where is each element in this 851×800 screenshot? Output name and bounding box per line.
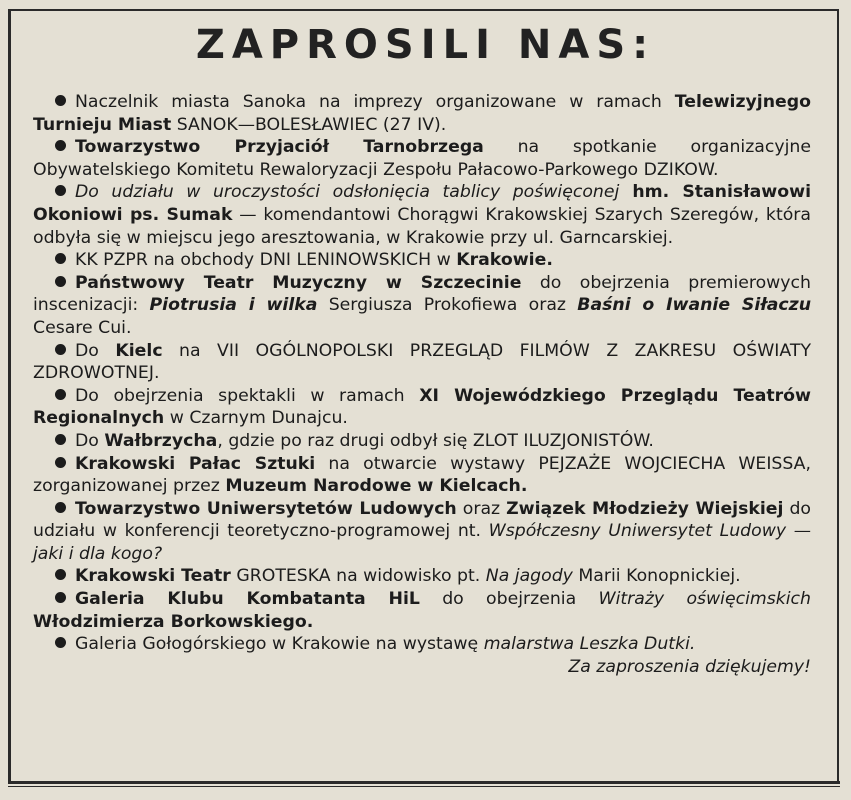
bottom-rule (8, 781, 840, 784)
text-segment: Marii Konopnickiej. (572, 566, 741, 587)
text-segment: Cesare Cui. (33, 317, 132, 338)
bullet-icon (55, 185, 66, 196)
text-segment: na otwarcie wystawy PEJZAŻE WOJCIECHA WEISSA, zorganizowanej przez (33, 453, 812, 497)
bullet-icon (55, 140, 66, 151)
text-segment: malarstwa Leszka Dutki. (483, 634, 696, 655)
bullet-icon (55, 502, 66, 513)
text-segment: GROTESKA na widowisko pt. (230, 566, 486, 587)
bottom-rule-thin (8, 786, 840, 787)
text-segment: Naczelnik miasta Sanoka na imprezy organizowane w ramach (75, 92, 675, 112)
invitation-item (33, 430, 811, 453)
text-segment: Do udziału w uroczystości odsłonięcia tablicy poświęconej (75, 182, 620, 203)
text-segment: Muzeum Narodowe w Kielcach. (225, 476, 528, 497)
text-segment: Galeria Klubu Kombatanta HiL (75, 589, 420, 610)
text-segment: — komendantowi Chorągwi Krakowskiej Szarych Szeregów, która odbyła się w miejscu jego aresztowania, w Krakowie przy ul. Garncarskiej. (33, 204, 811, 248)
invitation-item (33, 249, 811, 272)
text-segment: oraz (456, 498, 507, 519)
text-segment: Galeria Gołogórskiego w Krakowie na wystawę (75, 634, 484, 655)
text-segment: , gdzie po raz drugi odbył się ZLOT ILUZJONISTÓW. (217, 430, 654, 451)
text-segment: Do obejrzenia spektakli w ramach (75, 385, 420, 406)
bullet-icon (55, 592, 66, 603)
text-segment: Krakowski Pałac Sztuki (75, 453, 316, 474)
invitation-item (33, 340, 811, 385)
invitation-item (33, 136, 811, 181)
bullet-icon (55, 434, 66, 445)
bullet-icon (55, 457, 66, 468)
text-segment: do obejrzenia premierowych inscenizacji: (33, 272, 811, 316)
text-segment: Państwowy Teatr Muzyczny w Szczecinie (75, 272, 522, 293)
text-segment: Sergiusza Prokofiewa oraz (317, 295, 578, 316)
invitation-item (33, 588, 811, 633)
text-segment: na VII OGÓLNOPOLSKI PRZEGLĄD FILMÓW Z ZAKRESU OŚWIATY ZDROWOTNEJ. (33, 340, 811, 384)
invitation-item (33, 385, 811, 430)
article-body (33, 91, 811, 678)
text-segment: Piotrusia i wilka (149, 295, 318, 316)
text-segment: na spotkanie organizacyjne Obywatelskiego Komitetu Rewaloryzacji Zespołu Pałacowo-Parkowego DZIKOW. (33, 137, 811, 180)
invitation-item (33, 498, 811, 566)
invitation-item (33, 91, 811, 136)
text-segment: Na jagody (485, 566, 573, 587)
text-segment: KK PZPR na obchody DNI LENINOWSKICH w (75, 250, 457, 271)
text-segment: Wałbrzycha (104, 430, 218, 451)
text-segment: XI Wojewódzkiego Przeglądu Teatrów Regionalnych (33, 385, 811, 429)
invitation-item (33, 633, 811, 677)
invitation-item (33, 181, 811, 249)
bullet-icon (55, 569, 66, 580)
article-title: ZAPROSILI NAS: (195, 22, 656, 68)
bullet-icon (55, 95, 66, 106)
text-segment: Kielc (115, 340, 163, 361)
text-segment: do obejrzenia (419, 589, 599, 610)
text-segment: SANOK—BOLESŁAWIEC (27 IV). (171, 114, 447, 135)
text-segment: w Czarnym Dunajcu. (164, 408, 348, 429)
bullet-icon (55, 637, 66, 648)
text-segment: Towarzystwo Uniwersytetów Ludowych (75, 498, 457, 519)
invitation-item (33, 272, 811, 340)
text-segment: Witraży oświęcimskich (598, 589, 811, 610)
text-segment: Telewizyjnego Turnieju Miast (33, 92, 811, 135)
text-segment: Włodzimierza Borkowskiego. (33, 611, 314, 632)
text-segment: Współczesny Uniwersytet Ludowy — jaki i dla kogo? (33, 521, 811, 564)
text-segment: Krakowski Teatr (75, 566, 231, 587)
text-segment: Do (75, 430, 105, 451)
text-segment: hm. Stanisławowi Okoniowi ps. Sumak (33, 182, 811, 225)
bullet-icon (55, 344, 66, 355)
signoff: Za zaproszenia dziękujemy! (568, 656, 811, 677)
text-segment: Baśni o Iwanie Siłaczu (577, 295, 811, 316)
text-segment: Związek Młodzieży Wiejskiej (506, 498, 784, 519)
text-segment: Krakowie. (456, 250, 553, 271)
invitation-item (33, 453, 811, 498)
text-segment: Towarzystwo Przyjaciół Tarnobrzega (75, 137, 484, 158)
bullet-icon (55, 253, 66, 264)
bullet-icon (55, 389, 66, 400)
text-segment: do udziału w konferencji teoretyczno-programowej nt. (33, 498, 812, 542)
text-segment: Do (75, 340, 116, 361)
invitation-item (33, 565, 811, 588)
bullet-icon (55, 276, 66, 287)
